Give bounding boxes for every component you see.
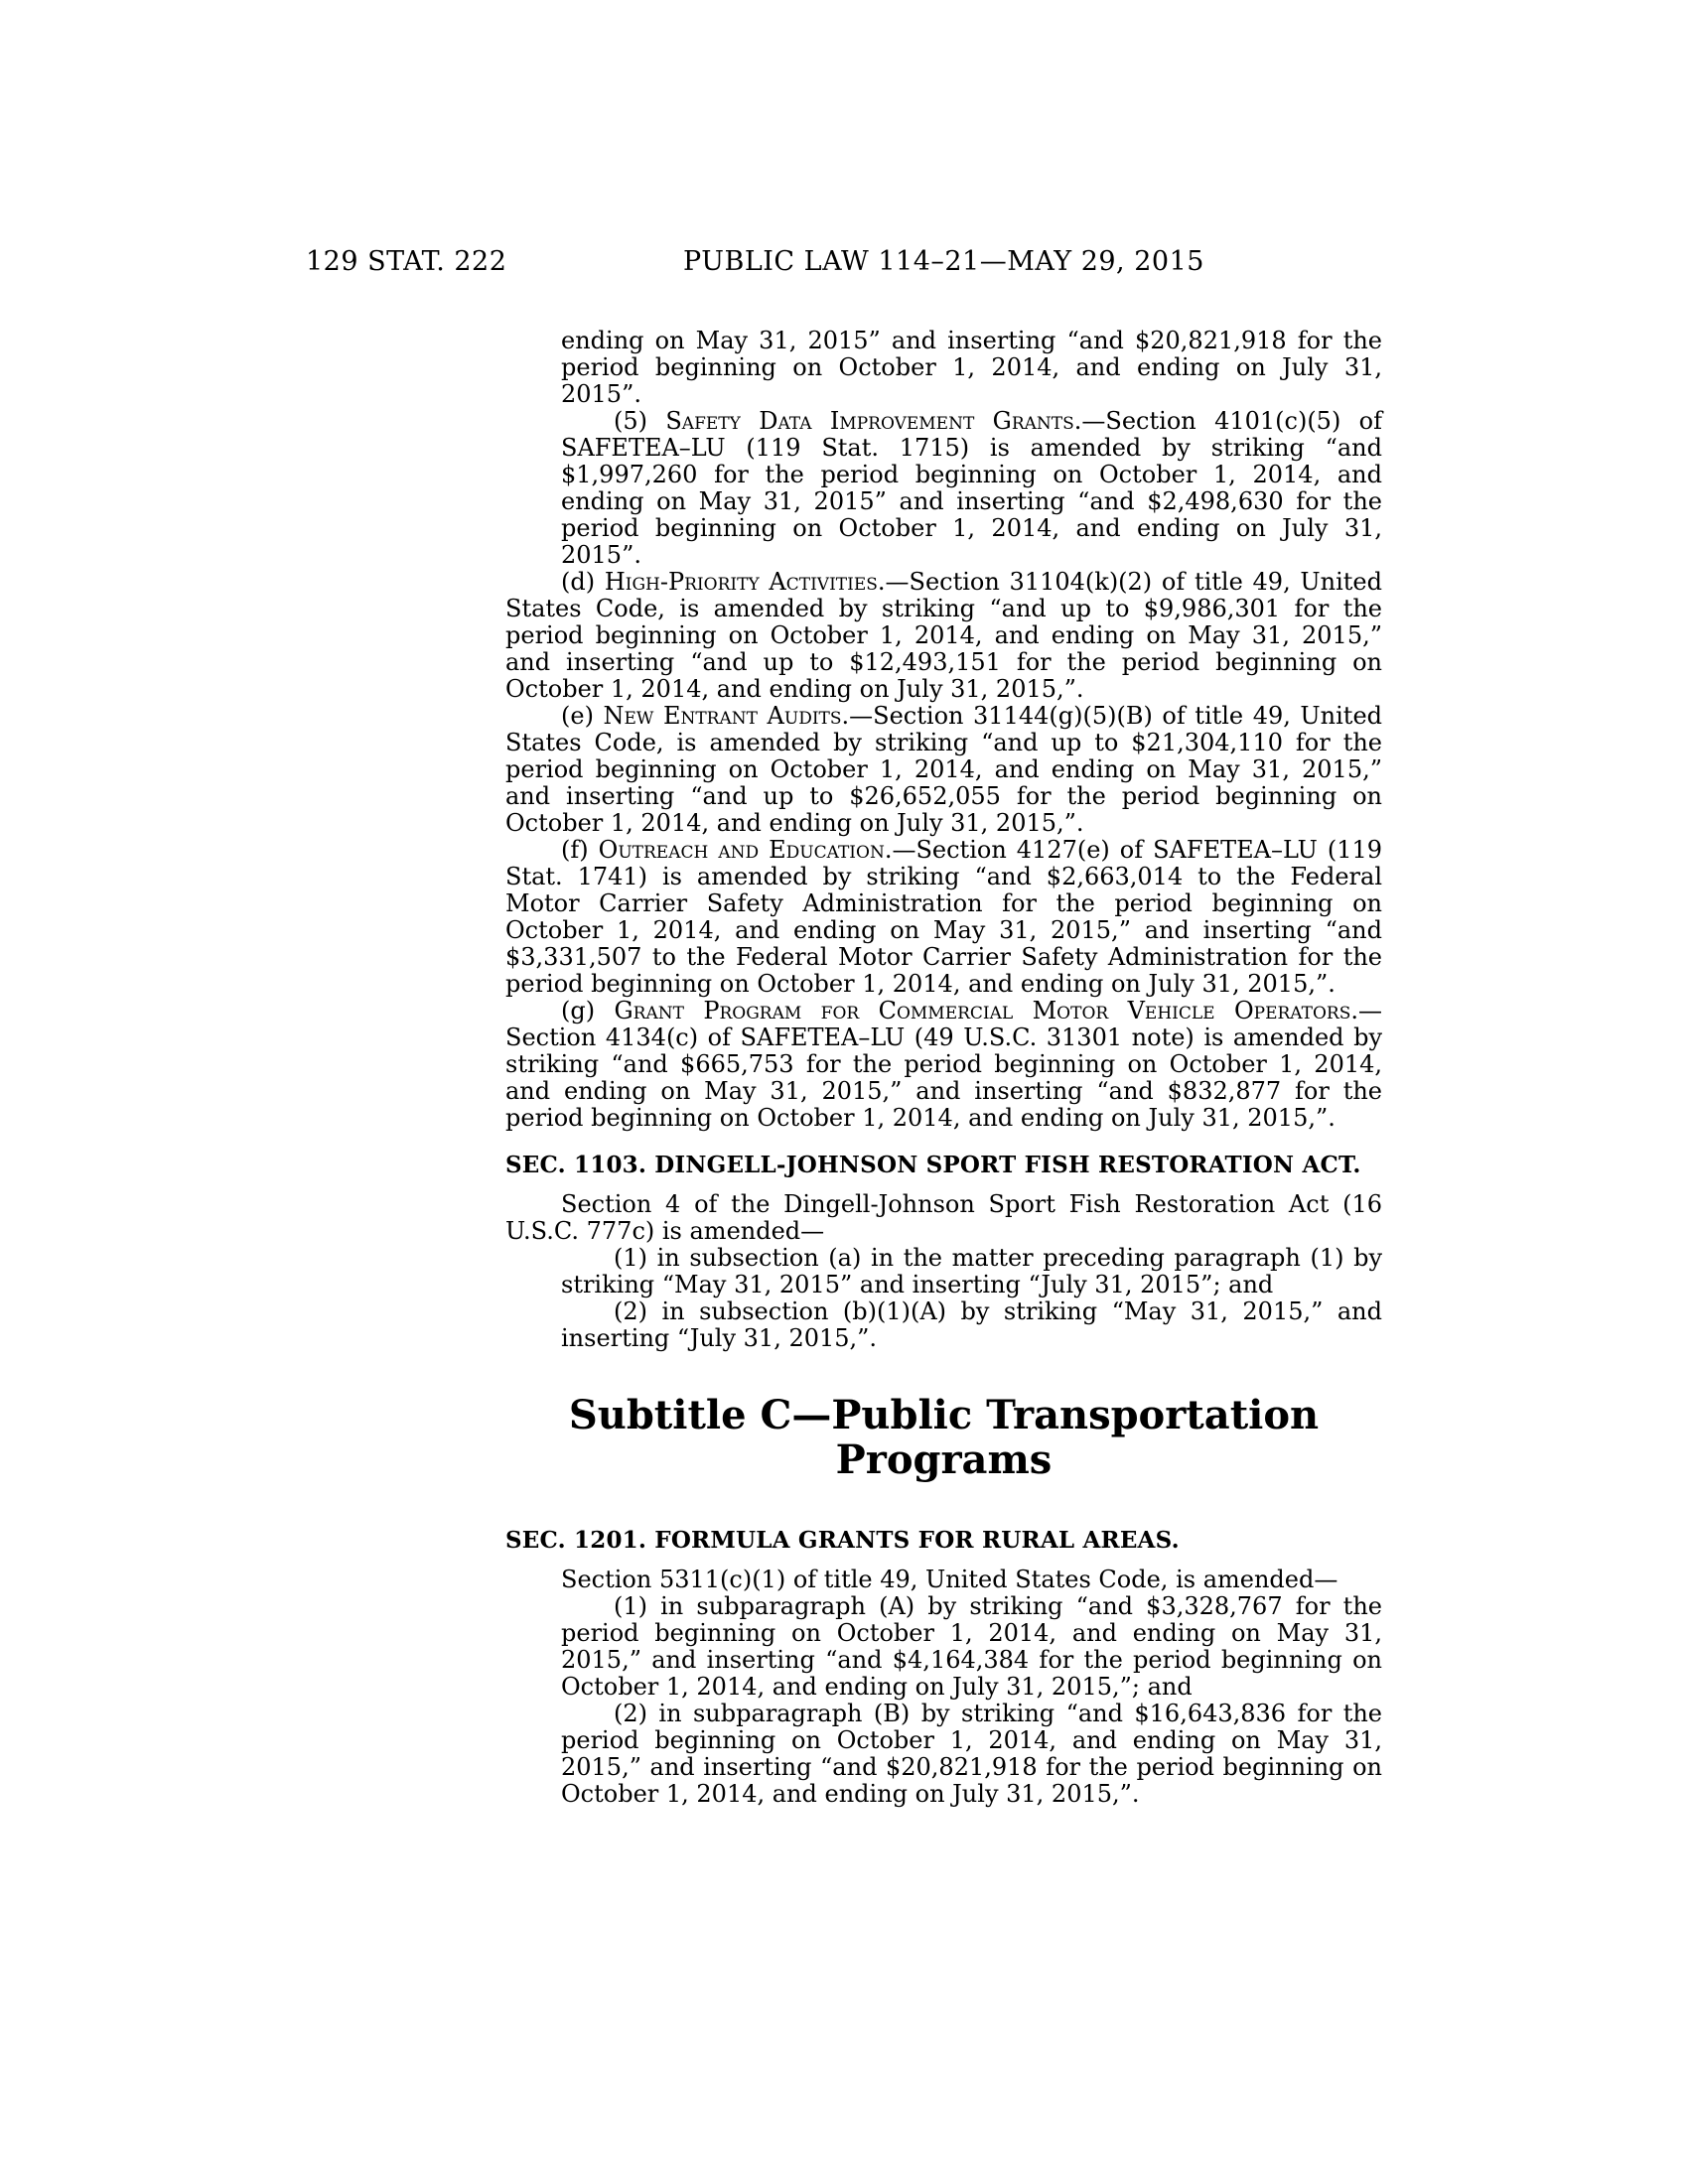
paragraph-text: (e) — [561, 702, 604, 730]
paragraph-text: .—Section 31104(k)(2) of title 49, United States Code, is amended by striking “and up to $9,986,301 for the period beginning on October 1, 2014, and ending on May 31, 2015,” and inserting “and up to $12,493,151 for the period beginning on October 1, 2014, and ending on July 31, 2015,”. — [505, 568, 1382, 703]
small-caps-phrase: Safety Data Improvement Grants — [665, 407, 1074, 435]
paragraph-text: Section 4 of the Dingell-Johnson Sport Fish Restoration Act (16 U.S.C. 777c) is amended— — [505, 1190, 1382, 1245]
section-heading: SEC. 1201. FORMULA GRANTS FOR RURAL AREAS. — [505, 1527, 1180, 1554]
paragraph-text: Section 5311(c)(1) of title 49, United States Code, is amended— — [561, 1566, 1338, 1593]
subtitle-heading: Subtitle C—Public Transportation Programs — [568, 1392, 1320, 1483]
paragraph — [505, 837, 1382, 998]
paragraph-text: .—Section 4127(e) of SAFETEA–LU (119 Stat. 1741) is amended by striking “and $2,663,014 to the Federal Motor Carrier Safety Administration for the period beginning on October 1, 2014, and ending on May 31, 2015,” and inserting “and $3,331,507 to the Federal Motor Carrier Safety Administration for the period beginning on October 1, 2014, and ending on July 31, 2015,”. — [505, 836, 1383, 998]
small-caps-phrase: High-Priority Activities — [604, 568, 878, 596]
paragraph — [505, 569, 1382, 703]
page-number-label: 129 STAT. 222 — [306, 246, 507, 277]
small-caps-phrase: Grant Program for Commercial Motor Vehicle Operators — [614, 997, 1351, 1024]
paragraph — [561, 1245, 1382, 1298]
paragraph-text: (f) — [561, 836, 599, 864]
paragraph-text: (g) — [561, 997, 615, 1024]
paragraph-text: (2) in subsection (b)(1)(A) by striking “May 31, 2015,” and inserting “July 31, 2015,”. — [561, 1297, 1382, 1352]
paragraph — [561, 1593, 1382, 1701]
body-column — [505, 328, 1382, 1808]
small-caps-phrase: New Entrant Audits — [603, 702, 842, 730]
paragraph-text: (1) in subsection (a) in the matter preceding paragraph (1) by striking “May 31, 2015” and inserting “July 31, 2015”; and — [561, 1244, 1382, 1298]
section-heading: SEC. 1103. DINGELL-JOHNSON SPORT FISH RESTORATION ACT. — [505, 1152, 1361, 1178]
page-header-title: PUBLIC LAW 114–21—MAY 29, 2015 — [683, 246, 1204, 277]
paragraph-text: ending on May 31, 2015” and inserting “and $20,821,918 for the period beginning on October 1, 2014, and ending on July 31, 2015”. — [561, 327, 1382, 408]
paragraph-text: .—Section 4134(c) of SAFETEA–LU (49 U.S.C. 31301 note) is amended by striking “and $665,753 for the period beginning on October 1, 2014, and ending on May 31, 2015,” and inserting “and $832,877 for the period beginning on October 1, 2014, and ending on July 31, 2015,”. — [505, 997, 1383, 1132]
paragraph — [505, 703, 1382, 837]
paragraph — [561, 1701, 1382, 1808]
paragraph — [561, 1298, 1382, 1352]
paragraph-text: (2) in subparagraph (B) by striking “and $16,643,836 for the period beginning on October 1, 2014, and ending on May 31, 2015,” and inserting “and $20,821,918 for the period beginning on October 1, 2014, and ending on July 31, 2015,”. — [561, 1700, 1382, 1808]
paragraph-text: .—Section 31144(g)(5)(B) of title 49, United States Code, is amended by striking “and up to $21,304,110 for the period beginning on October 1, 2014, and ending on May 31, 2015,” and inserting “and up to $26,652,055 for the period beginning on October 1, 2014, and ending on July 31, 2015,”. — [505, 702, 1383, 837]
paragraph — [505, 1567, 1382, 1593]
paragraph — [561, 408, 1382, 569]
paragraph — [505, 998, 1382, 1132]
paragraph-text: (d) — [561, 568, 605, 596]
paragraph — [561, 328, 1382, 408]
small-caps-phrase: Outreach and Education — [598, 836, 885, 864]
paragraph — [505, 1191, 1382, 1245]
paragraph-text: .—Section 4101(c)(5) of SAFETEA–LU (119 Stat. 1715) is amended by striking “and $1,997,260 for the period beginning on October 1, 2014, and ending on May 31, 2015” and inserting “and $2,498,630 for the period beginning on October 1, 2014, and ending on July 31, 2015”. — [561, 407, 1383, 569]
paragraph-text: (5) — [614, 407, 666, 435]
paragraph-text: (1) in subparagraph (A) by striking “and $3,328,767 for the period beginning on October 1, 2014, and ending on May 31, 2015,” and inserting “and $4,164,384 for the period beginning on October 1, 2014, and ending on July 31, 2015,”; and — [561, 1592, 1382, 1701]
